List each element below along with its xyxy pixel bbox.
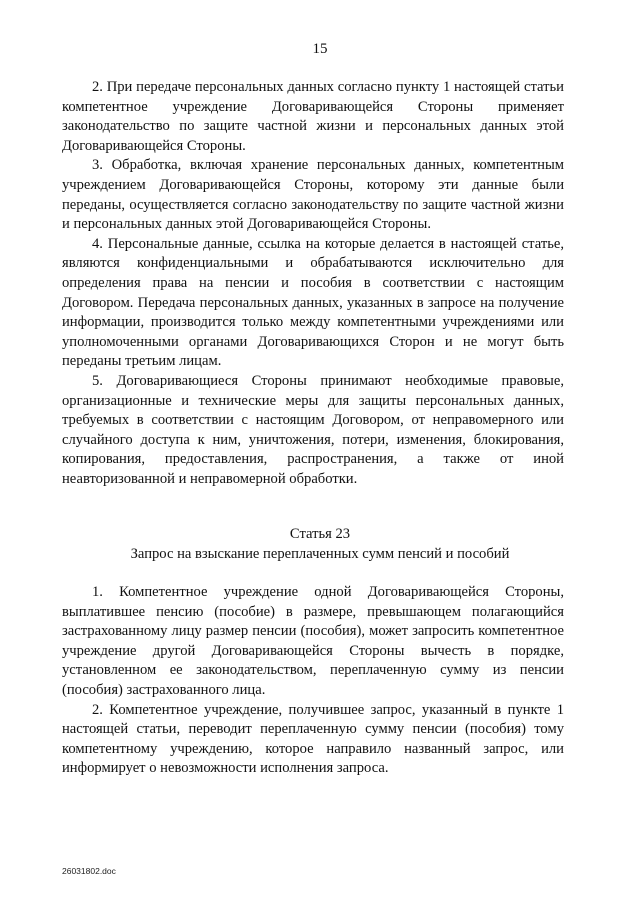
paragraph-3: 3. Обработка, включая хранение персональных данных, компетентным учреждением Договаривающейся Стороны, которому эти данные были переданы, осуществляется согласно законодательству по защите частной жизни и персональных данных этой Договаривающейся Стороны. [62,157,564,233]
article-23-paragraph-1: 1. Компетентное учреждение одной Договаривающейся Стороны, выплатившее пенсию (пособие) в размере, превышающем полагающийся застрахованному лицу размер пенсии (пособия), может запросить компетентное учреждение другой Договаривающейся Стороны вычесть в порядке, установленном ее законодательством, переплаченную сумму из пенсии (пособия) застрахованного лица. [62,584,564,698]
paragraph-2: 2. При передаче персональных данных согласно пункту 1 настоящей статьи компетентное учреждение Договаривающейся Стороны применяет законодательство по защите частной жизни и персональных данных этой Договаривающейся Стороны. [62,79,564,154]
footer-filename: 26031802.doc [62,866,116,876]
page-number: 15 [312,41,328,57]
section-2-text [62,583,564,779]
article-number: Статья 23 [289,526,351,542]
paragraph-4: 4. Персональные данные, ссылка на которые делается в настоящей статье, являются конфиденциальными и обрабатываются исключительно для определения права на пенсии и пособия в соответствии с настоящим Договором. Передача персональных данных, указанных в запросе на получение информации, производится только между компетентными учреждениями или уполномоченными органами Договаривающихся Сторон и не могут быть переданы третьим лицам. [62,235,564,370]
section-1-text [62,78,564,489]
article-title: Запрос на взыскание переплаченных сумм пенсий и пособий [130,546,510,562]
paragraph-5: 5. Договаривающиеся Стороны принимают необходимые правовые, организационные и технические меры для защиты персональных данных, требуемых в соответствии с настоящим Договором, от неправомерного или случайного доступа к ним, уничтожения, потери, изменения, блокирования, копирования, предоставления, распространения, а также от иной неавторизованной и неправомерной обработки. [62,372,564,487]
article-23-paragraph-2: 2. Компетентное учреждение, получившее запрос, указанный в пункте 1 настоящей статьи, переводит переплаченную сумму пенсии (пособия) тому компетентному учреждению, которое направило названный запрос, или информирует о невозможности исполнения запроса. [62,701,564,777]
